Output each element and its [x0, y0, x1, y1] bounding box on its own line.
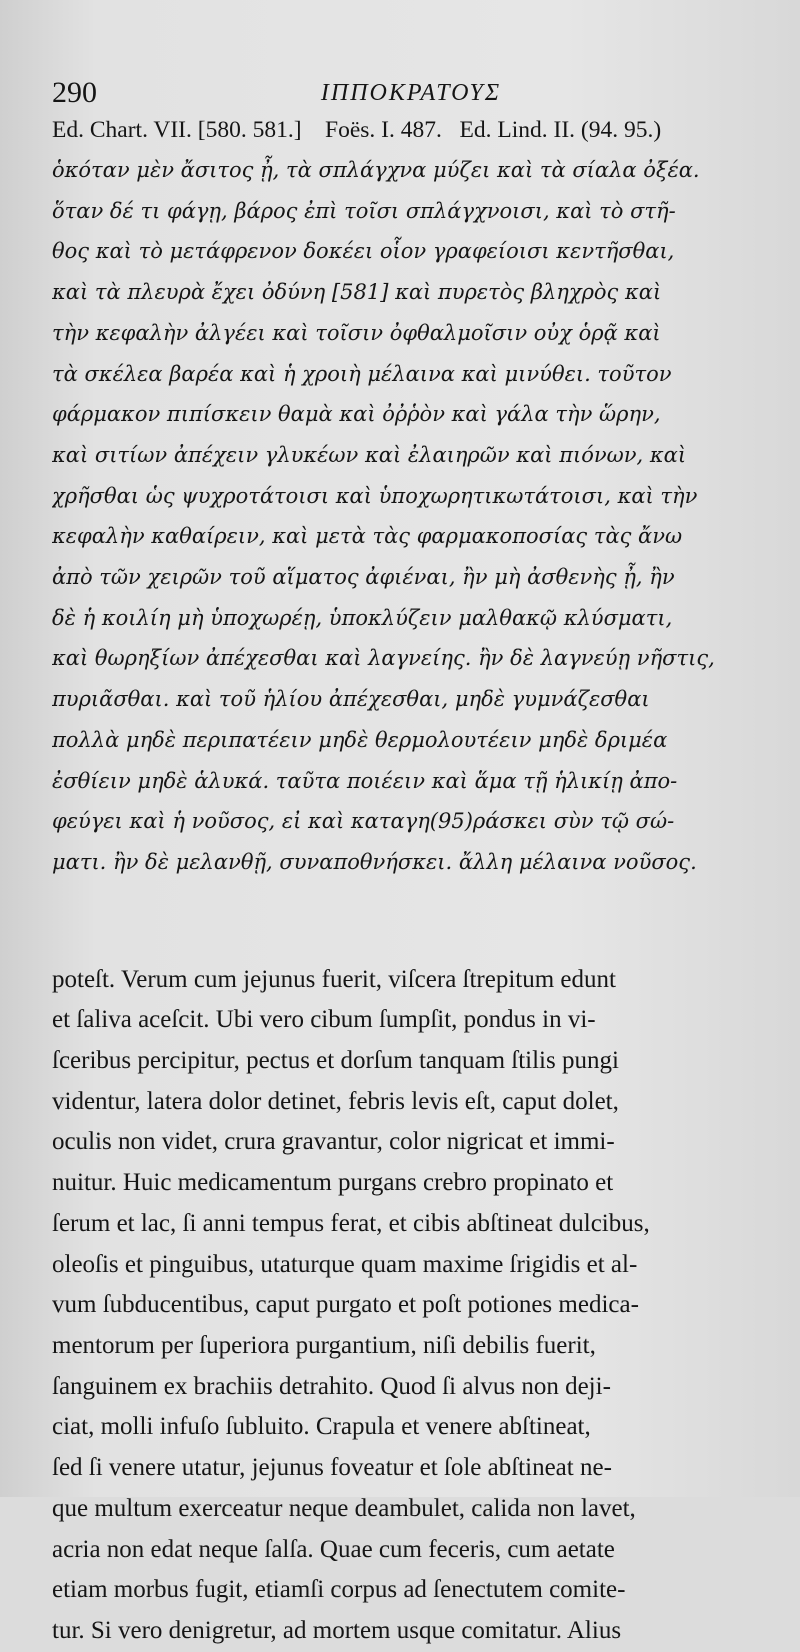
greek-line: πολλὰ μηδὲ περιπατέειν μηδὲ θερμολουτέειν μηδὲ δριμέα [52, 727, 668, 752]
latin-line: ſerum et lac, ſi anni tempus ferat, et cibis abſtineat dulcibus, [52, 1209, 650, 1237]
greek-line: θος καὶ τὸ μετάφρενον δοκέει οἷον γραφείοισι κεντῆσθαι, [52, 239, 675, 264]
greek-line: καὶ θωρηξίων ἀπέχεσθαι καὶ λαγνείης. ἢν δὲ λαγνεύῃ νῆστις, [52, 646, 715, 671]
greek-line: φάρμακον πιπίσκειν θαμὰ καὶ ὀῤῥὸν καὶ γάλα τὴν ὥρην, [52, 402, 661, 427]
latin-line: oculis non videt, crura gravantur, color nigricat et immi- [52, 1128, 615, 1156]
greek-line: τὰ σκέλεα βαρέα καὶ ἡ χροιὴ μέλαινα καὶ μινύθει. τοῦτον [52, 361, 672, 386]
edition-reference: Ed. Chart. VII. [580. 581.] Foës. I. 487. Ed. Lind. II. (94. 95.) [52, 117, 662, 143]
latin-line: poteſt. Verum cum jejunus fuerit, viſcera ſtrepitum edunt [52, 965, 616, 993]
latin-line: vum ſubducentibus, caput purgato et poſt potiones medica- [52, 1291, 639, 1319]
greek-line: φεύγει καὶ ἡ νοῦσος, εἰ καὶ καταγη(95)ράσκει σὺν τῷ σώ- [52, 809, 675, 834]
greek-line: ματι. ἢν δὲ μελανθῇ, συναποθνήσκει. ἄλλη μέλαινα νοῦσος. [52, 849, 697, 874]
greek-line: τὴν κεφαλὴν ἀλγέει καὶ τοῖσιν ὀφθαλμοῖσιν οὐχ ὁρᾷ καὶ [52, 320, 661, 345]
greek-line: ὁκόταν μὲν ἄσιτος ᾖ, τὰ σπλάγχνα μύζει καὶ τὰ σίαλα ὀξέα. [52, 158, 700, 182]
latin-line: nuitur. Huic medicamentum purgans crebro propinato et [52, 1169, 614, 1197]
greek-line: δὲ ἡ κοιλίη μὴ ὑποχωρέῃ, ὑποκλύζειν μαλθακῷ κλύσματι, [52, 605, 673, 630]
latin-line: acria non edat neque ſalſa. Quae cum feceris, cum aetate [52, 1535, 615, 1563]
latin-line: etiam morbus fugit, etiamſi corpus ad ſenectutem comite- [52, 1576, 626, 1604]
greek-line: ἐσθίειν μηδὲ ἁλυκά. ταῦτα ποιέειν καὶ ἅμα τῇ ἡλικίῃ ἀπο- [52, 768, 678, 793]
latin-line: ſed ſi venere utatur, jejunus foveatur et ſole abſtineat ne- [52, 1454, 612, 1482]
latin-line: oleoſis et pinguibus, utaturque quam maxime ſrigidis et al- [52, 1250, 638, 1278]
greek-line: πυριᾶσθαι. καὶ τοῦ ἡλίου ἀπέχεσθαι, μηδὲ γυμνάζεσθαι [52, 687, 650, 712]
latin-line: et ſaliva aceſcit. Ubi vero cibum ſumpſit, pondus in vi- [52, 1006, 596, 1034]
greek-line: καὶ τὰ πλευρὰ ἔχει ὀδύνη [581] καὶ πυρετὸς βληχρὸς καὶ [52, 280, 662, 305]
greek-line: κεφαλὴν καθαίρειν, καὶ μετὰ τὰς φαρμακοποσίας τὰς ἄνω [52, 524, 683, 549]
running-title: ΙΠΠΟΚΡΑΤΟΥΣ [320, 80, 502, 106]
running-head [52, 70, 770, 109]
latin-line: tur. Si vero denigretur, ad mortem usque comitatur. Alius [52, 1616, 622, 1644]
greek-line: ἀπὸ τῶν χειρῶν τοῦ αἵματος ἀφιέναι, ἢν μὴ ἀσθενὴς ᾖ, ἢν [52, 565, 675, 590]
greek-line: ὅταν δέ τι φάγῃ, βάρος ἐπὶ τοῖσι σπλάγχνοισι, καὶ τὸ στῆ- [52, 198, 676, 223]
latin-line: ſceribus percipitur, pectus et dorſum tanquam ſtilis pungi [52, 1047, 619, 1075]
greek-text-block [52, 150, 770, 883]
latin-line: ciat, molli infuſo ſubluito. Crapula et venere abſtineat, [52, 1413, 591, 1441]
latin-line: ſanguinem ex brachiis detrahito. Quod ſi alvus non deji- [52, 1372, 611, 1400]
latin-line: videntur, latera dolor detinet, febris levis eſt, caput dolet, [52, 1087, 619, 1115]
page-number: 290 [52, 76, 97, 109]
greek-line: καὶ σιτίων ἀπέχειν γλυκέων καὶ ἐλαιηρῶν καὶ πιόνων, καὶ [52, 442, 687, 467]
latin-line: mentorum per ſuperiora purgantium, niſi debilis fuerit, [52, 1331, 596, 1359]
greek-line: χρῆσθαι ὡς ψυχροτάτοισι καὶ ὑποχωρητικωτάτοισι, καὶ τὴν [52, 483, 698, 508]
latin-text-block [52, 960, 770, 1652]
latin-line: que multum exerceatur neque deambulet, calida non lavet, [52, 1494, 636, 1522]
